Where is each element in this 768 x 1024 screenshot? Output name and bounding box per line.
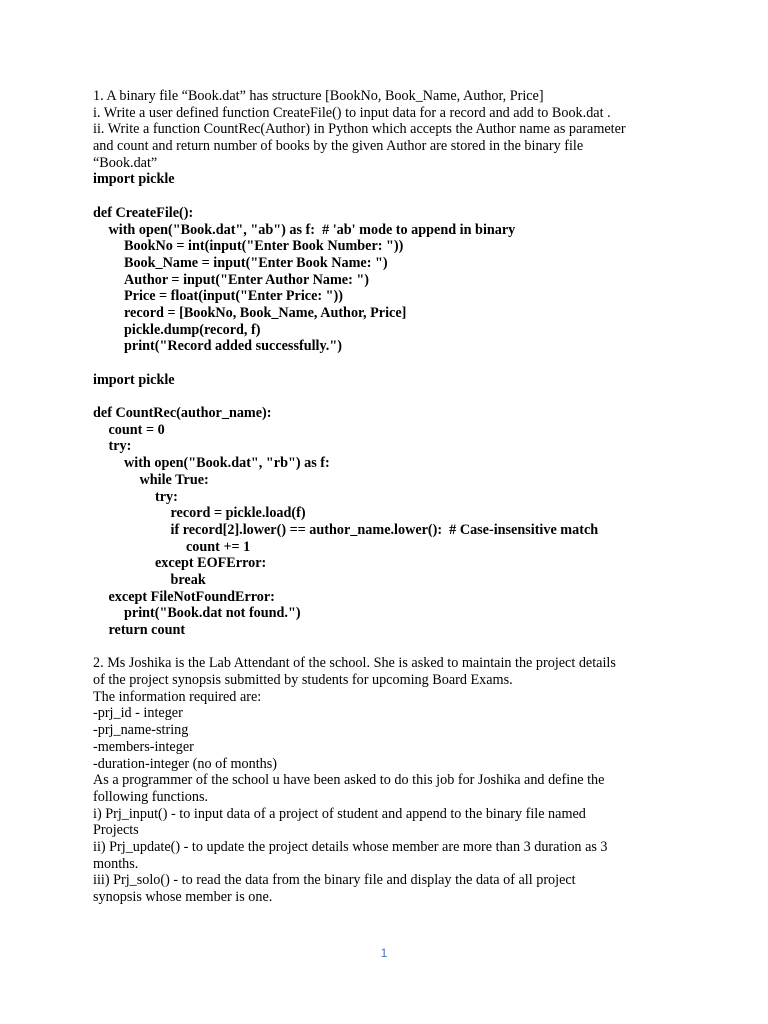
text-line: and count and return number of books by the given Author are stored in the binary file (93, 138, 584, 155)
page-content (93, 88, 693, 906)
code-line: try: (108, 438, 132, 455)
code-line: def CountRec(author_name): (93, 405, 272, 422)
code-line: record = pickle.load(f) (170, 505, 306, 522)
code-line: print("Record added successfully.") (124, 338, 342, 355)
text-line: months. (93, 855, 139, 872)
text-line: i. Write a user defined function CreateFile() to input data for a record and add to Book.dat . (93, 104, 611, 121)
text-line: -duration-integer (no of months) (93, 755, 277, 772)
text-line: -prj_id - integer (93, 705, 183, 722)
code-block-countrec (93, 372, 693, 639)
code-line: with open("Book.dat", "ab") as f: # 'ab' mode to append in binary (108, 221, 516, 238)
code-line: return count (108, 622, 186, 638)
blank-line (93, 388, 693, 405)
code-line: try: (155, 488, 178, 505)
code-line: Author = input("Enter Author Name: ") (124, 271, 369, 288)
code-line: count = 0 (108, 421, 165, 438)
code-line: import pickle (93, 371, 175, 388)
text-line: of the project synopsis submitted by students for upcoming Board Exams. (93, 672, 513, 689)
code-line: BookNo = int(input("Enter Book Number: ")) (124, 238, 404, 255)
question-1-text (93, 88, 693, 171)
text-line: 2. Ms Joshika is the Lab Attendant of the school. She is asked to maintain the project details (93, 655, 616, 672)
code-line: import pickle (93, 171, 175, 188)
text-line: i) Prj_input() - to input data of a project of student and append to the binary file named (93, 805, 586, 822)
code-line: print("Book.dat not found.") (124, 605, 301, 622)
code-line: with open("Book.dat", "rb") as f: (124, 455, 330, 472)
code-line: def CreateFile(): (93, 204, 194, 221)
code-line: pickle.dump(record, f) (124, 321, 261, 338)
text-line: -prj_name-string (93, 722, 189, 739)
text-line: -members-integer (93, 738, 194, 755)
paragraph-spacer (93, 639, 693, 656)
text-line: As a programmer of the school u have been asked to do this job for Joshika and define the (93, 772, 605, 789)
text-line: ii. Write a function CountRec(Author) in Python which accepts the Author name as parameter (93, 121, 626, 138)
text-line: 1. A binary file “Book.dat” has structure [BookNo, Book_Name, Author, Price] (93, 88, 544, 104)
page-number: 1 (380, 946, 388, 960)
code-line: Book_Name = input("Enter Book Name: ") (124, 254, 388, 271)
text-line: Projects (93, 822, 139, 839)
text-line: synopsis whose member is one. (93, 889, 273, 905)
blank-line (93, 188, 693, 205)
code-line: except EOFError: (155, 555, 267, 572)
text-line: ii) Prj_update() - to update the project details whose member are more than 3 duration as 3 (93, 838, 608, 855)
code-line: while True: (139, 471, 209, 488)
code-line: except FileNotFoundError: (108, 588, 275, 605)
code-line: count += 1 (186, 538, 251, 555)
code-block-createfile (93, 171, 693, 355)
text-line: iii) Prj_solo() - to read the data from the binary file and display the data of all project (93, 872, 576, 889)
code-line: record = [BookNo, Book_Name, Author, Price] (124, 304, 407, 321)
code-line: break (170, 571, 206, 588)
text-line: “Book.dat” (93, 154, 158, 171)
text-line: following functions. (93, 788, 209, 805)
code-line: Price = float(input("Enter Price: ")) (124, 288, 343, 305)
text-line: The information required are: (93, 688, 262, 705)
code-line: if record[2].lower() == author_name.lower(): # Case-insensitive match (170, 521, 599, 538)
paragraph-spacer (93, 355, 693, 372)
question-2-text (93, 655, 693, 905)
